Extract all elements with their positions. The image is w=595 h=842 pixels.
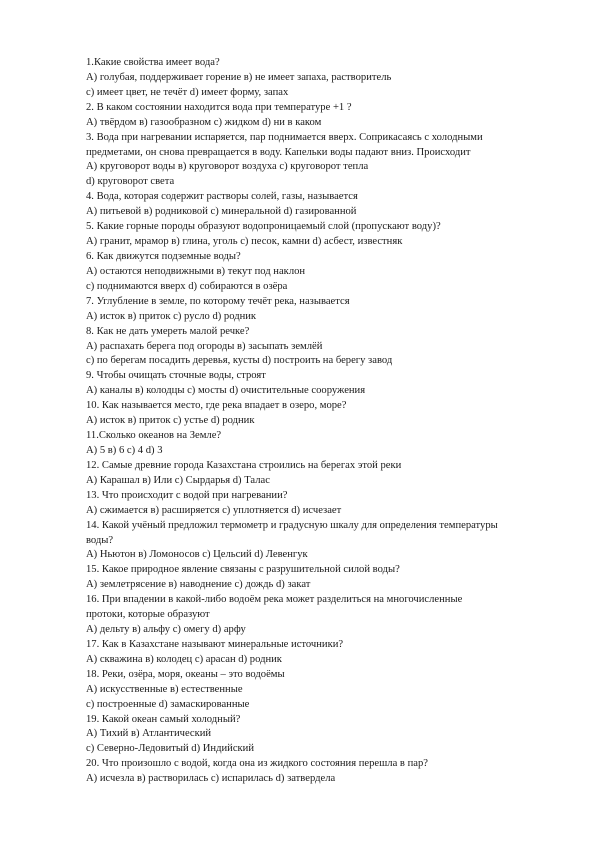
text-line: А) искусственные в) естественные: [86, 683, 243, 695]
text-line: воды?: [86, 534, 114, 546]
text-line: с) имеет цвет, не течёт d) имеет форму, запах: [86, 86, 289, 98]
text-line: 1.Какие свойства имеет вода?: [86, 57, 220, 68]
text-line: 18. Реки, озёра, моря, океаны – это водоёмы: [86, 668, 285, 680]
text-line: 14. Какой учёный предложил термометр и градусную шкалу для определения температуры: [86, 519, 498, 531]
text-line: А) гранит, мрамор в) глина, уголь с) песок, камни d) асбест, известняк: [86, 236, 403, 248]
text-line: А) распахать берега под огороды в) засыпать землёй: [86, 340, 323, 352]
text-line: 17. Как в Казахстане называют минеральные источники?: [86, 638, 344, 650]
text-line: А) исчезла в) растворилась с) испарилась d) затвердела: [86, 773, 336, 785]
text-line: А) круговорот воды в) круговорот воздуха с) круговорот тепла: [86, 161, 369, 173]
text-line: А) дельту в) альфу с) омегу d) арфу: [86, 624, 246, 636]
text-line: 20. Что произошло с водой, когда она из жидкого состояния перешла в пар?: [86, 758, 428, 770]
text-line: 5. Какие горные породы образуют водопроницаемый слой (пропускают воду)?: [86, 221, 441, 233]
text-line: 8. Как не дать умереть малой речке?: [86, 325, 250, 337]
text-line: А) скважина в) колодец с) арасан d) родник: [86, 653, 282, 665]
text-line: с) Северно-Ледовитый d) Индийский: [86, 743, 255, 755]
text-line: 16. При впадении в какой-либо водоём река может разделиться на многочисленные: [86, 594, 463, 606]
text-line: с) поднимаются вверх d) собираются в озёра: [86, 280, 288, 292]
text-line: 10. Как называется место, где река впадает в озеро, море?: [86, 400, 347, 412]
text-line: А) каналы в) колодцы с) мосты d) очистительные сооружения: [86, 385, 366, 397]
text-line: А) питьевой в) родниковой с) минеральной d) газированной: [86, 206, 357, 218]
text-line: А) Ньютон в) Ломоносов с) Цельсий d) Левенгук: [86, 549, 308, 561]
text-line: А) твёрдом в) газообразном с) жидком d) ни в каком: [86, 116, 322, 128]
quiz-text: [86, 56, 556, 787]
text-line: А) 5 в) 6 с) 4 d) 3: [86, 444, 163, 456]
text-line: 9. Чтобы очищать сточные воды, строят: [86, 370, 266, 382]
text-line: А) исток в) приток с) русло d) родник: [86, 310, 257, 322]
text-line: А) Тихий в) Атлантический: [86, 728, 212, 740]
text-line: А) Карашал в) Или с) Сырдарья d) Талас: [86, 474, 270, 486]
text-line: 3. Вода при нагревании испаряется, пар поднимается вверх. Соприкасаясь с холодными: [86, 131, 483, 143]
text-line: А) исток в) приток с) устье d) родник: [86, 415, 255, 427]
text-line: 11.Сколько океанов на Земле?: [86, 430, 222, 442]
text-line: 15. Какое природное явление связаны с разрушительной силой воды?: [86, 564, 400, 576]
text-line: с) по берегам посадить деревья, кусты d) построить на берегу завод: [86, 355, 393, 367]
text-line: 19. Какой океан самый холодный?: [86, 713, 241, 725]
text-line: А) сжимается в) расширяется с) уплотняется d) исчезает: [86, 504, 342, 516]
text-line: d) круговорот света: [86, 176, 175, 188]
text-line: 4. Вода, которая содержит растворы солей, газы, называется: [86, 191, 358, 203]
text-line: предметами, он снова превращается в воду. Капельки воды падают вниз. Происходит: [86, 146, 471, 158]
text-line: протоки, которые образуют: [86, 609, 210, 621]
text-line: А) землетрясение в) наводнение с) дождь d) закат: [86, 579, 311, 591]
text-line: А) остаются неподвижными в) текут под наклон: [86, 265, 306, 277]
text-line: 7. Углубление в земле, по которому течёт река, называется: [86, 295, 350, 307]
text-line: 12. Самые древние города Казахстана строились на берегах этой реки: [86, 459, 402, 471]
text-line: 6. Как движутся подземные воды?: [86, 250, 241, 262]
text-line: 2. В каком состоянии находится вода при температуре +1 ?: [86, 101, 352, 113]
text-line: с) построенные d) замаскированные: [86, 698, 250, 710]
text-line: 13. Что происходит с водой при нагревании?: [86, 489, 288, 501]
text-line: А) голубая, поддерживает горение в) не имеет запаха, растворитель: [86, 71, 392, 83]
